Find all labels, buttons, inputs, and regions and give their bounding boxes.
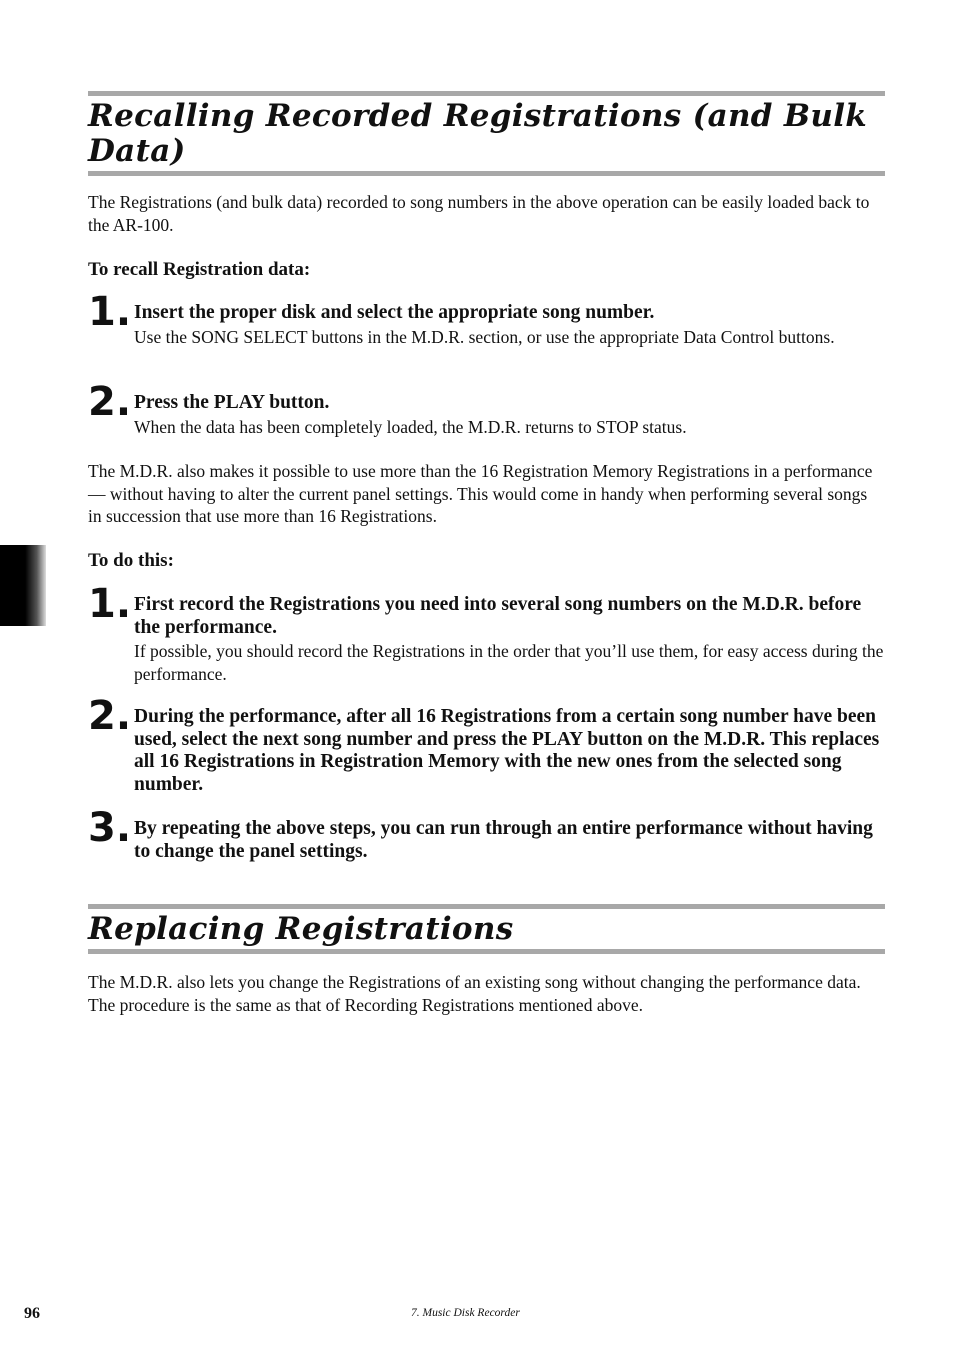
step-instruction: Press the PLAY button. — [134, 392, 330, 413]
section-heading-replacing — [88, 904, 885, 954]
section-title: Recalling Recorded Registrations (and Bulk Data) — [88, 98, 868, 169]
step-number: 2. — [88, 693, 132, 739]
performance-paragraph: The M.D.R. also makes it possible to use more than the 16 Registration Memory Registrations in a performance — without having to alter the current panel settings. This would come in handy when performing several songs in succession that use more than 16 Registrations. — [88, 461, 873, 526]
section-heading-recalling — [88, 91, 885, 176]
heading-rule-top — [88, 91, 885, 96]
step-number: 2. — [88, 379, 132, 425]
do-step-3 — [88, 805, 885, 863]
step-number: 1. — [88, 581, 132, 627]
step-instruction: By repeating the above steps, you can run through an entire performance without having to change the panel settings. — [134, 818, 873, 862]
heading-rule-bottom — [88, 949, 885, 954]
step-number: 3. — [88, 805, 132, 851]
step-instruction: Insert the proper disk and select the appropriate song number. — [134, 302, 655, 323]
step-number: 1. — [88, 289, 132, 335]
replacing-paragraph: The M.D.R. also lets you change the Registrations of an existing song without changing the performance data. The procedure is the same as that of Recording Registrations mentioned above. — [88, 972, 861, 1015]
chapter-tab-marker — [0, 545, 46, 626]
recall-subheading: To recall Registration data: — [88, 259, 311, 280]
chapter-footer: 7. Music Disk Recorder — [411, 1307, 520, 1319]
step-description: When the data has been completely loaded, the M.D.R. returns to STOP status. — [134, 416, 687, 437]
heading-rule-top — [88, 904, 885, 909]
do-this-subheading: To do this: — [88, 550, 174, 571]
section-title: Replacing Registrations — [88, 911, 514, 947]
do-step-1 — [88, 581, 885, 685]
step-instruction: First record the Registrations you need into several song numbers on the M.D.R. before the performance. — [134, 594, 862, 638]
heading-rule-bottom — [88, 171, 885, 176]
step-description: If possible, you should record the Registrations in the order that you’ll use them, for easy access during the performance. — [134, 641, 884, 684]
step-description: Use the SONG SELECT buttons in the M.D.R. section, or use the appropriate Data Control buttons. — [134, 326, 835, 347]
recall-step-2 — [88, 379, 885, 438]
do-step-2 — [88, 693, 885, 797]
page-number: 96 — [24, 1305, 40, 1322]
intro-paragraph: The Registrations (and bulk data) recorded to song numbers in the above operation can be easily loaded back to the AR-100. — [88, 192, 870, 235]
recall-step-1 — [88, 289, 885, 348]
step-instruction: During the performance, after all 16 Registrations from a certain song number have been used, select the next song number and press the PLAY button on the M.D.R. This replaces all 16 Registrations in Registration Memory with the new ones from the selected song number. — [134, 706, 880, 796]
